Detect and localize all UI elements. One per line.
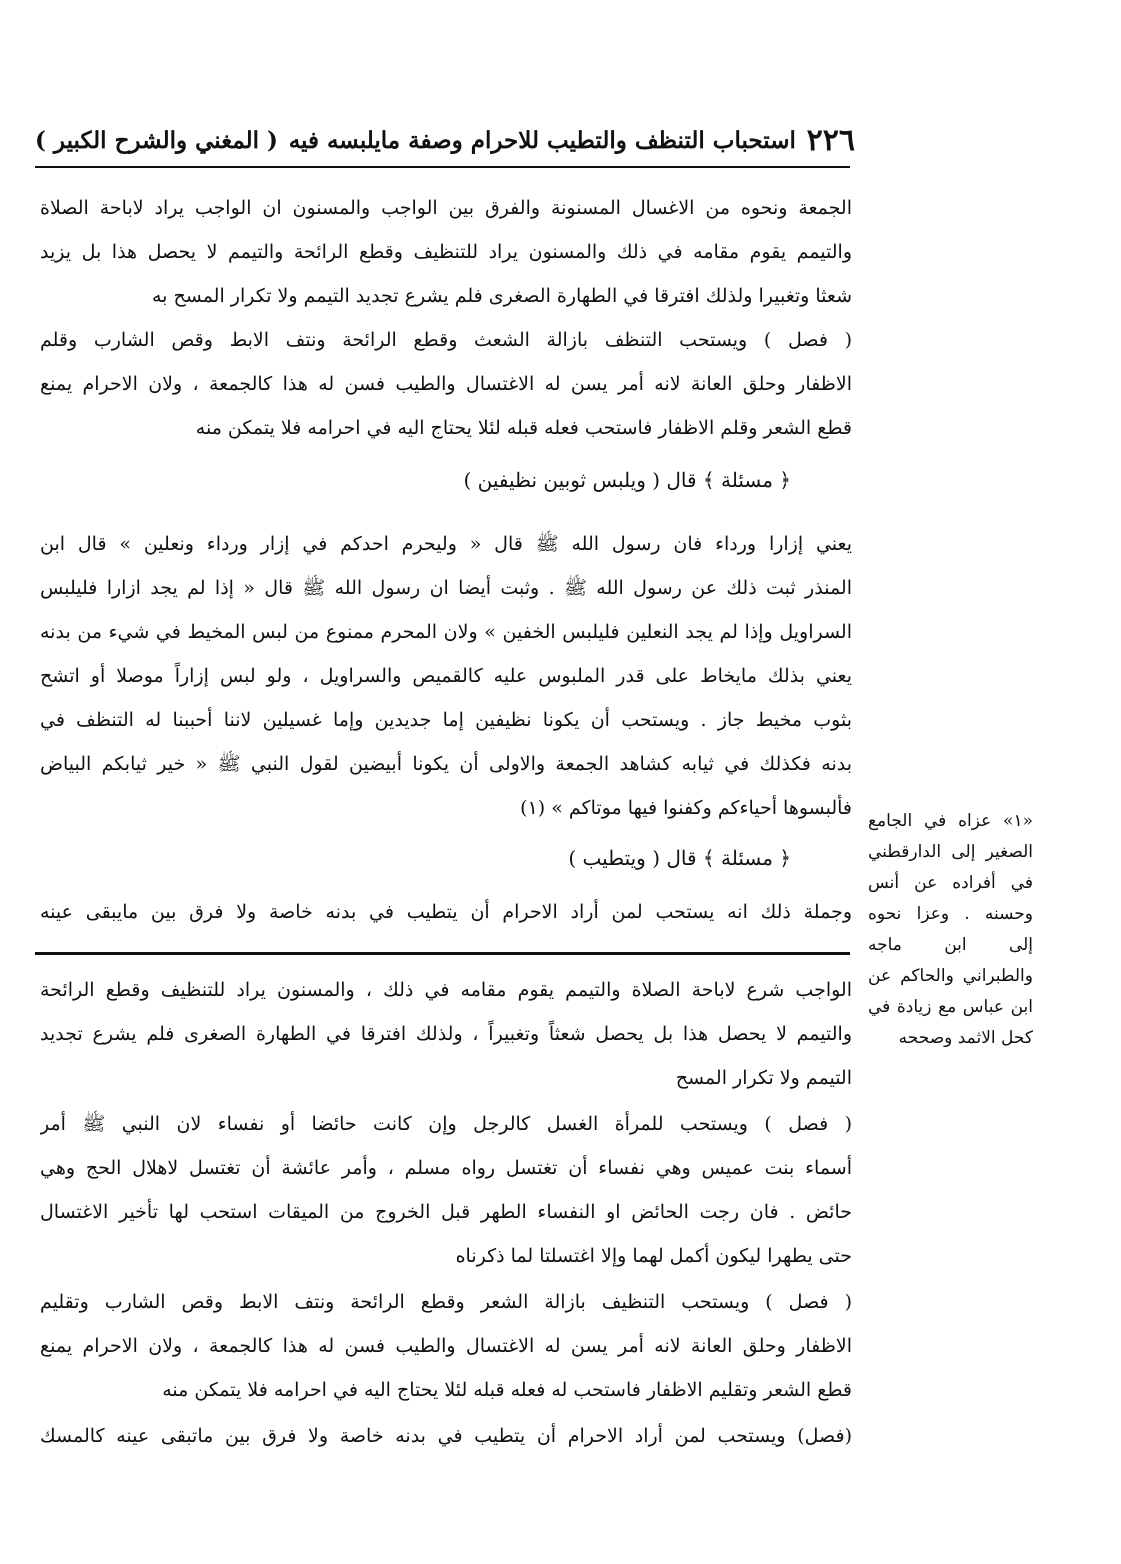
- footnote-line: والطبراني والحاكم عن: [868, 966, 1033, 986]
- footnote-line: إلى ابن ماجه: [868, 935, 1033, 955]
- text-line: ( فصل ) ويستحب التنظف بازالة الشعث وقطع الرائحة ونتف الابط وقص الشارب وقلم: [40, 329, 852, 351]
- text-line: والتيمم لا يحصل هذا بل يحصل شعثاً وتغبيراً ، ولذلك افترقا في الطهارة الصغرى فلم يشرع تجديد: [40, 1023, 852, 1045]
- text-line: بدنه فكذلك في ثيابه كشاهد الجمعة والاولى أن يكونا أبيضين لقول النبي ﷺ « خير ثيابكم البياض: [40, 753, 852, 775]
- text-line: يعني بذلك مايخاط على قدر الملبوس عليه كالقميص والسراويل ، ولو لبس إزاراً موصلا أو اتشح: [40, 665, 852, 687]
- text-line: الواجب شرع لاباحة الصلاة والتيمم يقوم مقامه في ذلك ، والمسنون يراد للتنظيف وقطع الرائحة: [40, 979, 852, 1001]
- text-line: ( فصل ) ويستحب للمرأة الغسل كالرجل وإن كانت حائضا أو نفساء لان النبي ﷺ أمر: [40, 1113, 852, 1135]
- footnote-line: «١» عزاه في الجامع: [868, 811, 1033, 831]
- lower-paragraph-2: [40, 1102, 852, 1278]
- text-line: الاظفار وحلق العانة لانه أمر يسن له الاغتسال والطيب فسن له هذا كالجمعة ، ولان الاحرام يمنع: [40, 373, 852, 395]
- footnote-line: الصغير إلى الدارقطني: [868, 842, 1033, 862]
- text-line: المنذر ثبت ذلك عن رسول الله ﷺ . وثبت أيضا ان رسول الله ﷺ قال « إذا لم يجد ازارا فليلبس: [40, 577, 852, 599]
- text-line: (فصل) ويستحب لمن أراد الاحرام أن يتطيب في بدنه خاصة ولا فرق بين ماتبقى عينه كالمسك: [40, 1425, 852, 1447]
- upper-paragraph-1: [40, 186, 852, 318]
- page-header: [35, 120, 855, 160]
- text-line: فألبسوها أحياءكم وكفنوا فيها موتاكم » (١): [520, 797, 852, 819]
- footnote-line: في أفراده عن أنس: [868, 873, 1033, 893]
- lower-paragraph-3: [40, 1280, 852, 1412]
- issue-heading-1: ﴿ مسئلة ﴾ قال ( ويلبس ثوبين نظيفين ): [463, 468, 791, 492]
- text-line: حتى يطهرا ليكون أكمل لهما وإلا اغتسلتا لما ذكرناه: [455, 1245, 852, 1267]
- footnote-line: كحل الاثمد وصححه: [898, 1028, 1033, 1048]
- text-line: أسماء بنت عميس وهي نفساء أن تغتسل رواه مسلم ، وأمر عائشة أن تغتسل لاهلال الحج وهي: [40, 1157, 852, 1179]
- middle-paragraph: [40, 522, 852, 830]
- page-number: ٢٢٦: [806, 122, 855, 158]
- issue2-paragraph: [40, 890, 852, 934]
- footnote-line: ابن عباس مع زيادة في: [868, 997, 1033, 1017]
- text-line: بثوب مخيط جاز . ويستحب أن يكونا نظيفين إما جديدين وإما غسيلين لاننا أحببنا له التنظف في: [40, 709, 852, 731]
- text-line: السراويل وإذا لم يجد النعلين فليلبس الخفين » ولان المحرم ممنوع من لبس المخيط في شيء من بدنه: [40, 621, 852, 643]
- text-line: التيمم ولا تكرار المسح: [675, 1067, 852, 1089]
- section-separator: [35, 952, 850, 959]
- text-line: حائض . فان رجت الحائض او النفساء الطهر قبل الخروج من الميقات استحب لها تأخير الاغتسال: [40, 1201, 852, 1223]
- text-line: ( فصل ) ويستحب التنظيف بازالة الشعر وقطع الرائحة ونتف الابط وقص الشارب وتقليم: [40, 1291, 852, 1313]
- running-title: استحباب التنظف والتطيب للاحرام وصفة مايلبسه فيه: [288, 126, 796, 154]
- text-line: شعثا وتغبيرا ولذلك افترقا في الطهارة الصغرى فلم يشرع تجديد التيمم ولا تكرار المسح به: [151, 285, 852, 307]
- text-line: قطع الشعر وقلم الاظفار فاستحب فعله قبله لئلا يحتاج اليه في احرامه فلا يتمكن منه: [195, 417, 852, 439]
- text-line: والتيمم يقوم مقامه في ذلك والمسنون يراد للتنظيف وقطع الرائحة والتيمم لا يحصل هذا بل يزيد: [40, 241, 852, 263]
- text-line: وجملة ذلك انه يستحب لمن أراد الاحرام أن يتطيب في بدنه خاصة ولا فرق بين مايبقى عينه: [40, 901, 852, 923]
- text-line: قطع الشعر وتقليم الاظفار فاستحب له فعله قبله لئلا يحتاج اليه في احرامه فلا يتمكن منه: [162, 1379, 852, 1401]
- upper-paragraph-2: [40, 318, 852, 450]
- issue-heading-2: ﴿ مسئلة ﴾ قال ( ويتطيب ): [568, 846, 791, 870]
- text-line: الجمعة ونحوه من الاغسال المسنونة والفرق بين الواجب والمسنون ان الواجب يراد لاباحة الصلاة: [40, 197, 852, 219]
- lower-paragraph-4: [40, 1414, 852, 1458]
- text-line: يعني إزارا ورداء فان رسول الله ﷺ قال « وليحرم احدكم في إزار ورداء ونعلين » قال ابن: [40, 533, 852, 555]
- footnote-line: وحسنه . وعزا نحوه: [868, 904, 1033, 924]
- margin-footnote: [868, 806, 1033, 1054]
- lower-paragraph-1: [40, 968, 852, 1100]
- text-line: الاظفار وحلق العانة لانه أمر يسن له الاغتسال والطيب فسن له هذا كالجمعة ، ولان الاحرام يمنع: [40, 1335, 852, 1357]
- book-title: ( المغني والشرح الكبير ): [35, 126, 278, 154]
- header-rule: [35, 166, 850, 168]
